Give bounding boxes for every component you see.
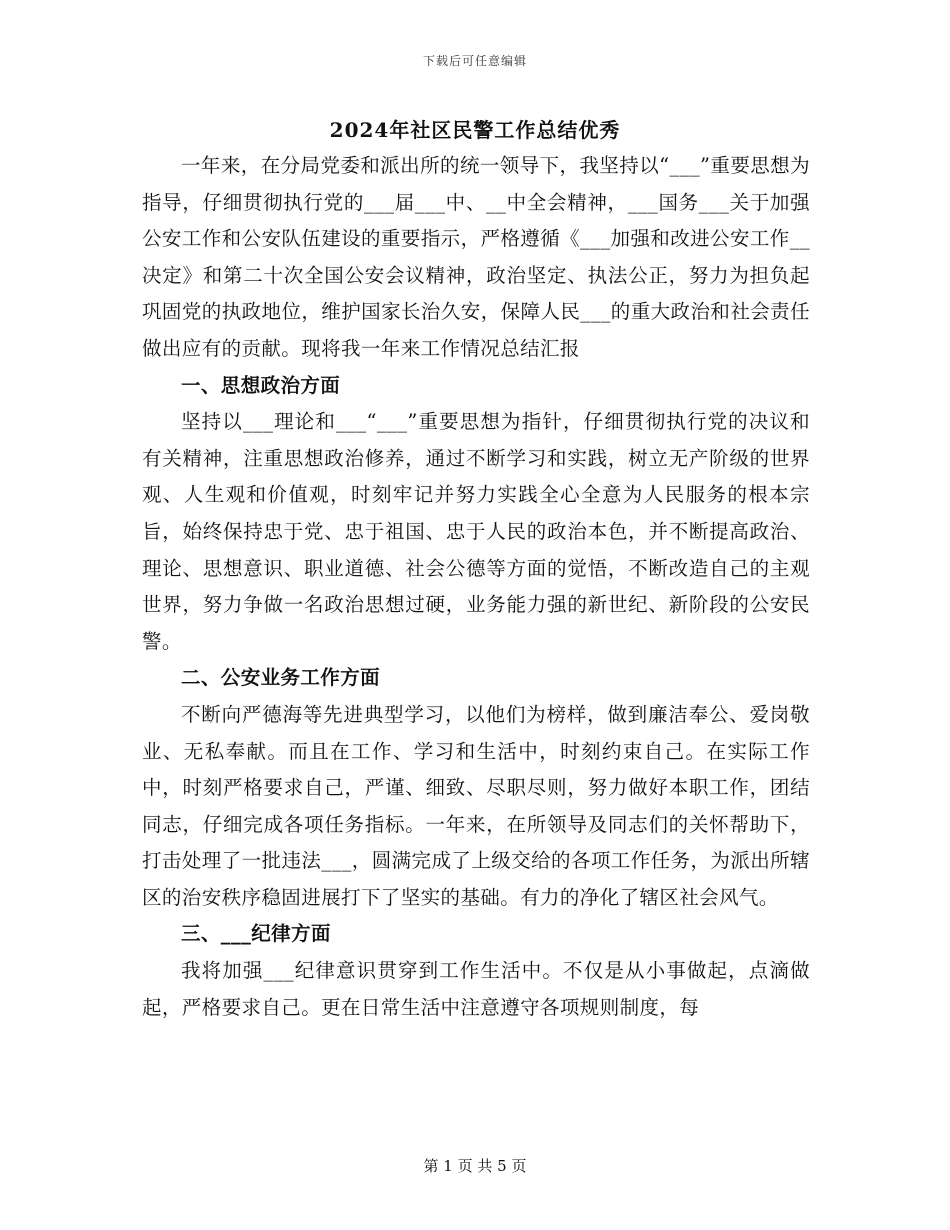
document-body	[142, 148, 810, 1026]
intro-paragraph: 一年来，在分局党委和派出所的统一领导下，我坚持以“___”重要思想为指导，仔细贯彻执行党的___届___中、__中全会精神，___国务___关于加强公安工作和公安队伍建设的重要指示，严格遵循《___加强和改进公安工作__决定》和第二十次全国公安会议精神，政治坚定、执法公正，努力为担负起巩固党的执政地位，维护国家长治久安，保障人民___的重大政治和社会责任做出应有的贡献。现将我一年来工作情况总结汇报	[142, 154, 810, 360]
section-heading-political: 一、思想政治方面	[181, 373, 341, 397]
section-heading-business: 二、公安业务工作方面	[181, 666, 381, 690]
business-paragraph: 不断向严德海等先进典型学习，以他们为榜样，做到廉洁奉公、爱岗敬业、无私奉献。而且在工作、学习和生活中，时刻约束自己。在实际工作中，时刻严格要求自己，严谨、细致、尽职尽则，努力做好本职工作，团结同志，仔细完成各项任务指标。一年来，在所领导及同志们的关怀帮助下，打击处理了一批违法___，圆满完成了上级交给的各项工作任务，为派出所辖区的治安秩序稳固进展打下了坚实的基础。有力的净化了辖区社会风气。	[142, 702, 810, 909]
section-heading-discipline: 三、___纪律方面	[181, 922, 331, 946]
document-title: 2024年社区民警工作总结优秀	[329, 118, 621, 142]
discipline-paragraph: 我将加强___纪律意识贯穿到工作生活中。不仅是从小事做起，点滴做起，严格要求自己。更在日常生活中注意遵守各项规则制度，每	[142, 959, 810, 1019]
page-footer: 第 1 页 共 5 页	[423, 1157, 527, 1175]
political-paragraph: 坚持以___理论和___“___”重要思想为指针，仔细贯彻执行党的决议和有关精神，注重思想政治修养，通过不断学习和实践，树立无产阶级的世界观、人生观和价值观，时刻牢记并努力实践全心全意为人民服务的根本宗旨，始终保持忠于党、忠于祖国、忠于人民的政治本色，并不断提高政治、理论、思想意识、职业道德、社会公德等方面的觉悟，不断改造自己的主观世界，努力争做一名政治思想过硬，业务能力强的新世纪、新阶段的公安民警。	[142, 410, 810, 653]
header-note: 下载后可任意编辑	[422, 54, 527, 68]
